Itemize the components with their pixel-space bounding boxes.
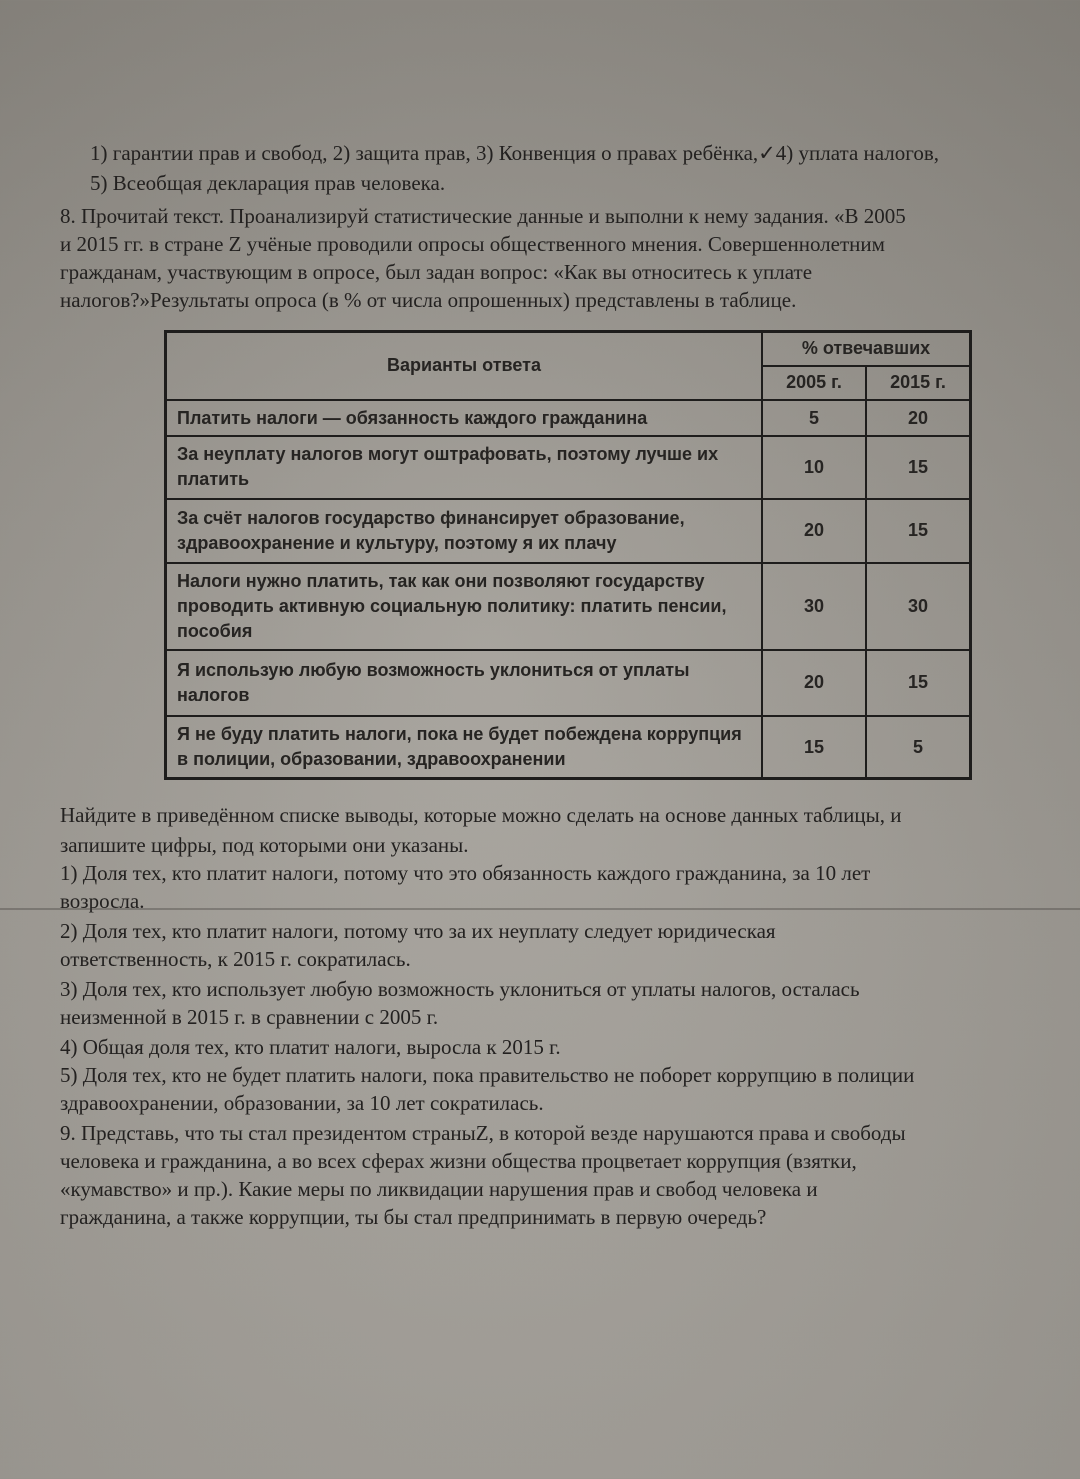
conclusion-5-line-2: здравоохранении, образовании, за 10 лет сократилась. <box>60 1091 544 1115</box>
table-row <box>166 499 971 563</box>
task9-line-3: «кумавство» и пр.). Какие меры по ликвидации нарушения прав и свобод человека и <box>60 1177 818 1201</box>
question-line-2: запишите цифры, под которыми они указаны. <box>60 833 469 857</box>
prev-task-line-1: 1) гарантии прав и свобод, 2) защита прав, 3) Конвенция о правах ребёнка,✓4) уплата налогов, <box>90 141 939 165</box>
value-2005-cell: 5 <box>762 400 866 436</box>
answer-cell: Я использую любую возможность уклониться от уплаты налогов <box>166 650 763 716</box>
conclusion-4: 4) Общая доля тех, кто платит налоги, выросла к 2015 г. <box>60 1035 561 1059</box>
answer-cell: За счёт налогов государство финансирует образование, здравоохранение и культуру, поэтому я их плачу <box>166 499 763 563</box>
question-line-1: Найдите в приведённом списке выводы, которые можно сделать на основе данных таблицы, и <box>60 803 902 827</box>
table-row <box>166 650 971 716</box>
value-2015-cell: 5 <box>866 716 971 778</box>
answer-cell: Платить налоги — обязанность каждого гражданина <box>166 400 763 436</box>
conclusion-2-line-2: ответственность, к 2015 г. сократилась. <box>60 947 411 971</box>
header-year-2005: 2005 г. <box>762 366 866 400</box>
answer-cell: Налоги нужно платить, так как они позволяют государству проводить активную социальную политику: платить пенсии, пособия <box>166 563 763 650</box>
table-row <box>166 400 971 436</box>
header-year-2015: 2015 г. <box>866 366 971 400</box>
value-2005-cell: 10 <box>762 436 866 498</box>
header-answer-options: Варианты ответа <box>166 332 763 400</box>
table-row <box>166 563 971 650</box>
value-2015-cell: 30 <box>866 563 971 650</box>
conclusion-3-line-2: неизменной в 2015 г. в сравнении с 2005 г. <box>60 1005 439 1029</box>
paper-fold-line <box>0 908 1080 910</box>
value-2015-cell: 15 <box>866 436 971 498</box>
conclusion-2-line-1: 2) Доля тех, кто платит налоги, потому что за их неуплату следует юридическая <box>60 919 776 943</box>
table-row <box>166 716 971 778</box>
task8-intro-line-4: налогов?»Результаты опроса (в % от числа опрошенных) представлены в таблице. <box>60 288 797 312</box>
task9-line-4: гражданина, а также коррупции, ты бы стал предпринимать в первую очередь? <box>60 1205 767 1229</box>
table-row <box>166 436 971 498</box>
conclusion-1-line-2: возросла. <box>60 889 145 913</box>
survey-table <box>164 330 972 780</box>
value-2005-cell: 15 <box>762 716 866 778</box>
answer-cell: За неуплату налогов могут оштрафовать, поэтому лучше их платить <box>166 436 763 498</box>
task8-intro-line-3: гражданам, участвующим в опросе, был задан вопрос: «Как вы относитесь к уплате <box>60 260 813 284</box>
value-2015-cell: 15 <box>866 650 971 716</box>
task9-line-2: человека и гражданина, а во всех сферах жизни общества процветает коррупция (взятки, <box>60 1149 857 1173</box>
value-2015-cell: 15 <box>866 499 971 563</box>
conclusion-3-line-1: 3) Доля тех, кто использует любую возможность уклониться от уплаты налогов, осталась <box>60 977 860 1001</box>
value-2015-cell: 20 <box>866 400 971 436</box>
task9-line-1: 9. Представь, что ты стал президентом страныZ, в которой везде нарушаются права и свободы <box>60 1121 906 1145</box>
task8-intro-line-1: 8. Прочитай текст. Проанализируй статистические данные и выполни к нему задания. «В 2005 <box>60 204 906 228</box>
conclusion-1-line-1: 1) Доля тех, кто платит налоги, потому что это обязанность каждого гражданина, за 10 лет <box>60 861 871 885</box>
value-2005-cell: 20 <box>762 499 866 563</box>
header-percent-respondents: % отвечавших <box>762 332 971 366</box>
conclusion-5-line-1: 5) Доля тех, кто не будет платить налоги, пока правительство не поборет коррупцию в полиции <box>60 1063 915 1087</box>
task8-intro-line-2: и 2015 гг. в стране Z учёные проводили опросы общественного мнения. Совершеннолетним <box>60 232 885 256</box>
value-2005-cell: 20 <box>762 650 866 716</box>
prev-task-line-2: 5) Всеобщая декларация прав человека. <box>90 171 446 195</box>
answer-cell: Я не буду платить налоги, пока не будет побеждена коррупция в полиции, образовании, здравоохранении <box>166 716 763 778</box>
value-2005-cell: 30 <box>762 563 866 650</box>
